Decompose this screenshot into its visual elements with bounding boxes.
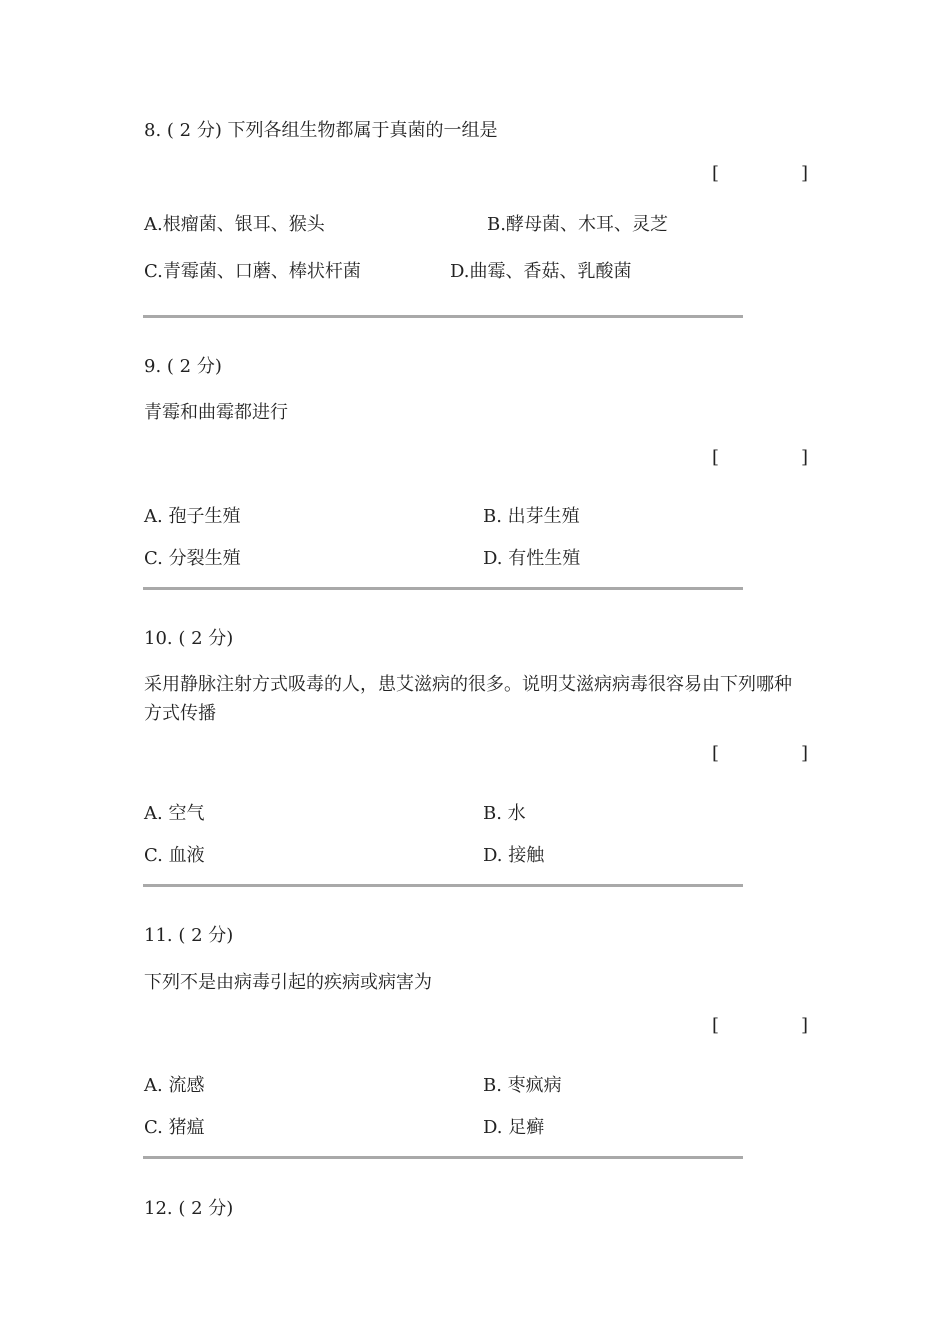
option-9-b[interactable]: B. 出芽生殖 [483, 506, 580, 527]
question-9-stem: 青霉和曲霉都进行 [144, 402, 288, 423]
option-8-b[interactable]: B.酵母菌、木耳、灵芝 [487, 214, 668, 235]
answer-bracket-8[interactable] [712, 163, 808, 184]
bracket-close: ] [800, 1015, 808, 1036]
answer-bracket-10[interactable] [712, 743, 808, 764]
option-8-c[interactable]: C.青霉菌、口蘑、棒状杆菌 [144, 261, 361, 282]
answer-bracket-9[interactable] [712, 447, 808, 468]
question-10-stem: 采用静脉注射方式吸毒的人，患艾滋病的很多。说明艾滋病病毒很容易由下列哪种方式传播 [144, 674, 792, 724]
answer-bracket-11[interactable] [712, 1015, 808, 1036]
question-10-header: 10. ( 2 分) [144, 628, 234, 649]
question-8-header: 8. ( 2 分) 下列各组生物都属于真菌的一组是 [144, 120, 498, 141]
divider [143, 884, 743, 887]
option-10-a[interactable]: A. 空气 [144, 803, 205, 824]
option-8-a[interactable]: A.根瘤菌、银耳、猴头 [144, 214, 325, 235]
option-11-b[interactable]: B. 枣疯病 [483, 1075, 562, 1096]
option-9-a[interactable]: A. 孢子生殖 [144, 506, 241, 527]
question-9-header: 9. ( 2 分) [144, 356, 222, 377]
question-11-header: 11. ( 2 分) [144, 925, 234, 946]
bracket-open: [ [712, 1015, 720, 1036]
option-9-d[interactable]: D. 有性生殖 [483, 548, 581, 569]
bracket-open: [ [712, 163, 720, 184]
option-10-d[interactable]: D. 接触 [483, 845, 545, 866]
option-11-d[interactable]: D. 足癣 [483, 1117, 545, 1138]
question-11-stem: 下列不是由病毒引起的疾病或病害为 [144, 972, 432, 993]
option-10-b[interactable]: B. 水 [483, 803, 526, 824]
bracket-open: [ [712, 447, 720, 468]
option-9-c[interactable]: C. 分裂生殖 [144, 548, 241, 569]
bracket-close: ] [800, 163, 808, 184]
option-11-a[interactable]: A. 流感 [144, 1075, 205, 1096]
divider [143, 587, 743, 590]
divider [143, 1156, 743, 1159]
option-11-c[interactable]: C. 猪瘟 [144, 1117, 205, 1138]
option-10-c[interactable]: C. 血液 [144, 845, 205, 866]
divider [143, 315, 743, 318]
option-8-d[interactable]: D.曲霉、香菇、乳酸菌 [450, 261, 632, 282]
question-12-header: 12. ( 2 分) [144, 1198, 234, 1219]
bracket-open: [ [712, 743, 720, 764]
bracket-close: ] [800, 447, 808, 468]
bracket-close: ] [800, 743, 808, 764]
